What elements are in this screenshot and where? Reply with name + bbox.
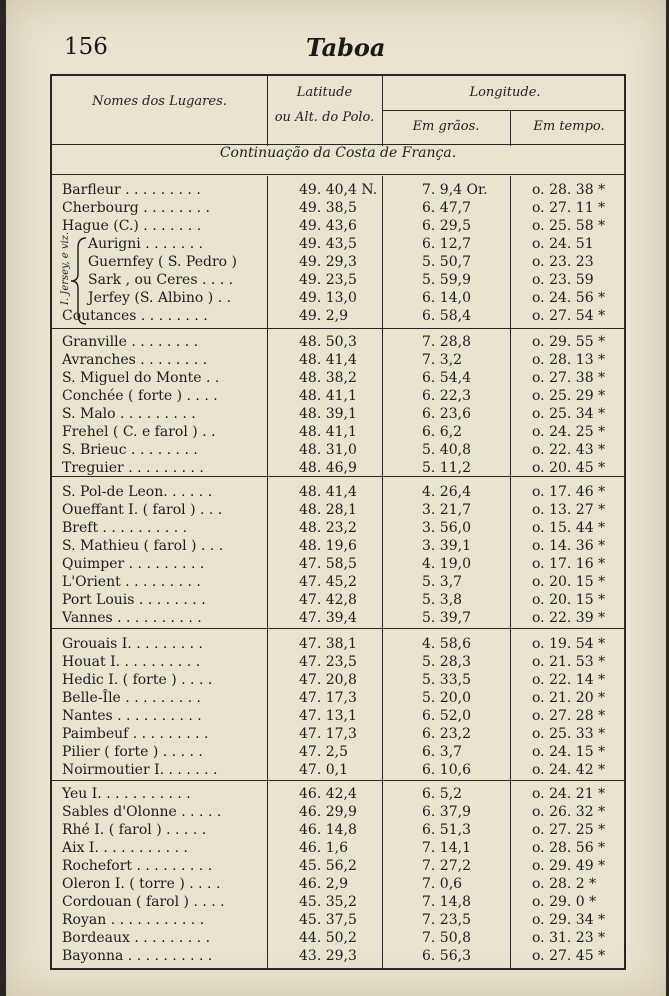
table-row [52,502,624,520]
table-row [52,726,624,744]
table-row [52,484,624,502]
table-row [52,218,624,236]
longitude-degrees: 3. 21,7 [422,502,471,518]
latitude-value: 48. 41,1 [299,424,357,440]
longitude-time: o. 17. 16 * [532,556,606,572]
place-name: Rhé I. ( farol ) . . . . . [62,822,207,838]
longitude-time: o. 27. 54 * [532,308,606,324]
latitude-value: 48. 50,3 [299,334,357,350]
section-bottom-line [52,174,624,175]
running-title: Taboa [306,33,386,62]
longitude-degrees: 7. 50,8 [422,930,471,946]
table-row [52,592,624,610]
place-name: S. Malo . . . . . . . . . [62,406,196,422]
table-row [52,538,624,556]
place-name: Breft . . . . . . . . . . [62,520,188,536]
place-name: Bayonna . . . . . . . . . . [62,948,213,964]
table-row [52,786,624,804]
latitude-value: 46. 14,8 [299,822,357,838]
latitude-value: 47. 23,5 [299,654,357,670]
longitude-degrees: 7. 14,8 [422,894,471,910]
place-name: Port Louis . . . . . . . . [62,592,206,608]
place-name: Aurigni . . . . . . . [88,236,204,252]
longitude-time: o. 25. 29 * [532,388,606,404]
place-name: Pilier ( forte ) . . . . . [62,744,203,760]
table-row [52,690,624,708]
table-row [52,424,624,442]
longitude-time: o. 20. 15 * [532,574,606,590]
longitude-time: o. 24. 15 * [532,744,606,760]
place-name: Paimbeuf . . . . . . . . . [62,726,209,742]
longitude-time: o. 24. 25 * [532,424,606,440]
table-row [52,182,624,200]
longitude-time: o. 28. 2 * [532,876,597,892]
latitude-value: 47. 20,8 [299,672,357,688]
latitude-value: 47. 58,5 [299,556,357,572]
longitude-time: o. 31. 23 * [532,930,606,946]
latitude-value: 43. 29,3 [299,948,357,964]
place-name: Grouais I. . . . . . . . . [62,636,203,652]
longitude-degrees: 4. 58,6 [422,636,471,652]
table-row [52,744,624,762]
latitude-value: 49. 38,5 [299,200,357,216]
place-name: Avranches . . . . . . . . [62,352,208,368]
book-page [6,0,666,996]
latitude-value: 48. 28,1 [299,502,357,518]
table-row [52,254,624,272]
longitude-degrees: 7. 23,5 [422,912,471,928]
header-em-graos: Em grãos. [412,119,480,134]
table-row [52,460,624,478]
header-em-tempo: Em tempo. [533,119,605,134]
page-number: 156 [64,34,108,60]
longitude-time: o. 20. 15 * [532,592,606,608]
latitude-value: 45. 35,2 [299,894,357,910]
table-row [52,334,624,352]
latitude-value: 48. 39,1 [299,406,357,422]
latitude-value: 46. 29,9 [299,804,357,820]
table-row [52,948,624,966]
table-row [52,556,624,574]
place-name: L'Orient . . . . . . . . . [62,574,201,590]
coordinates-table [50,74,626,970]
longitude-degrees: 4. 19,0 [422,556,471,572]
group-separator-1 [52,328,624,329]
table-row [52,804,624,822]
longitude-degrees: 6. 54,4 [422,370,471,386]
longitude-degrees: 6. 58,4 [422,308,471,324]
longitude-degrees: 6. 51,3 [422,822,471,838]
table-row [52,840,624,858]
place-name: Vannes . . . . . . . . . . [62,610,202,626]
place-name: Sark , ou Ceres . . . . [88,272,234,288]
longitude-degrees: 6. 47,7 [422,200,471,216]
longitude-time: o. 28. 13 * [532,352,606,368]
table-row [52,442,624,460]
longitude-subheader-line [382,110,624,111]
place-name: Hague (C.) . . . . . . . [62,218,202,234]
longitude-degrees: 7. 0,6 [422,876,463,892]
longitude-degrees: 5. 59,9 [422,272,471,288]
latitude-value: 48. 41,4 [299,484,357,500]
table-row [52,352,624,370]
longitude-time: o. 17. 46 * [532,484,606,500]
latitude-value: 47. 0,1 [299,762,348,778]
header-latitude-2: ou Alt. do Polo. [274,110,375,125]
longitude-time: o. 24. 51 [532,236,594,252]
table-row [52,308,624,326]
latitude-value: 47. 38,1 [299,636,357,652]
longitude-time: o. 23. 23 [532,254,594,270]
table-row [52,930,624,948]
longitude-time: o. 27. 38 * [532,370,606,386]
table-row [52,388,624,406]
table-row [52,574,624,592]
place-name: Aix I. . . . . . . . . . . [62,840,188,856]
latitude-value: 48. 23,2 [299,520,357,536]
latitude-value: 49. 23,5 [299,272,357,288]
place-name: Royan . . . . . . . . . . . [62,912,205,928]
latitude-value: 46. 1,6 [299,840,348,856]
longitude-degrees: 5. 33,5 [422,672,471,688]
table-row [52,654,624,672]
group-separator-3 [52,628,624,629]
longitude-time: o. 29. 55 * [532,334,606,350]
place-name: Coutances . . . . . . . . [62,308,208,324]
latitude-value: 49. 13,0 [299,290,357,306]
place-name: Belle-Île . . . . . . . . . [62,690,201,706]
table-row [52,894,624,912]
place-name: Treguier . . . . . . . . . [62,460,204,476]
place-name: Conchée ( forte ) . . . . [62,388,218,404]
longitude-time: o. 21. 53 * [532,654,606,670]
longitude-degrees: 3. 39,1 [422,538,471,554]
longitude-time: o. 19. 54 * [532,636,606,652]
latitude-value: 49. 40,4 N. [299,182,378,198]
longitude-time: o. 15. 44 * [532,520,606,536]
longitude-degrees: 7. 27,2 [422,858,471,874]
latitude-value: 47. 17,3 [299,690,357,706]
longitude-degrees: 5. 3,7 [422,574,463,590]
longitude-degrees: 6. 5,2 [422,786,463,802]
table-row [52,912,624,930]
longitude-time: o. 27. 45 * [532,948,606,964]
longitude-degrees: 4. 26,4 [422,484,471,500]
latitude-value: 49. 43,6 [299,218,357,234]
longitude-time: o. 21. 20 * [532,690,606,706]
place-name: Yeu I. . . . . . . . . . . [62,786,191,802]
longitude-degrees: 6. 14,0 [422,290,471,306]
longitude-degrees: 6. 23,2 [422,726,471,742]
longitude-time: o. 22. 39 * [532,610,606,626]
longitude-time: o. 22. 43 * [532,442,606,458]
longitude-degrees: 6. 29,5 [422,218,471,234]
longitude-time: o. 29. 0 * [532,894,597,910]
table-row [52,290,624,308]
longitude-degrees: 5. 3,8 [422,592,463,608]
latitude-value: 48. 31,0 [299,442,357,458]
longitude-degrees: 7. 14,1 [422,840,471,856]
place-name: Guernfey ( S. Pedro ) [88,254,237,270]
longitude-time: o. 25. 58 * [532,218,606,234]
place-name: Barfleur . . . . . . . . . [62,182,201,198]
longitude-degrees: 6. 6,2 [422,424,463,440]
table-row [52,272,624,290]
place-name: Quimper . . . . . . . . . [62,556,205,572]
longitude-degrees: 7. 3,2 [422,352,463,368]
place-name: Frehel ( C. e farol ) . . [62,424,216,440]
latitude-value: 46. 2,9 [299,876,348,892]
latitude-value: 47. 42,8 [299,592,357,608]
place-name: Sables d'Olonne . . . . . [62,804,222,820]
longitude-degrees: 6. 22,3 [422,388,471,404]
longitude-degrees: 5. 11,2 [422,460,471,476]
longitude-time: o. 29. 34 * [532,912,606,928]
group-separator-4 [52,780,624,781]
longitude-degrees: 6. 56,3 [422,948,471,964]
table-row [52,858,624,876]
place-name: S. Miguel do Monte . . [62,370,220,386]
latitude-value: 45. 56,2 [299,858,357,874]
table-row [52,762,624,780]
longitude-degrees: 6. 37,9 [422,804,471,820]
table-row [52,636,624,654]
latitude-value: 47. 17,3 [299,726,357,742]
latitude-value: 47. 45,2 [299,574,357,590]
longitude-time: o. 29. 49 * [532,858,606,874]
longitude-time: o. 26. 32 * [532,804,606,820]
longitude-degrees: 5. 28,3 [422,654,471,670]
longitude-time: o. 22. 14 * [532,672,606,688]
place-name: Bordeaux . . . . . . . . . [62,930,211,946]
longitude-time: o. 24. 56 * [532,290,606,306]
section-title: Continuação da Costa de França. [219,145,457,161]
longitude-degrees: 6. 12,7 [422,236,471,252]
jersey-group-label: I. Jersey, e viz. [60,231,71,305]
longitude-degrees: 6. 3,7 [422,744,463,760]
longitude-time: o. 27. 25 * [532,822,606,838]
longitude-time: o. 25. 34 * [532,406,606,422]
latitude-value: 48. 46,9 [299,460,357,476]
table-row [52,520,624,538]
longitude-degrees: 6. 23,6 [422,406,471,422]
longitude-degrees: 3. 56,0 [422,520,471,536]
latitude-value: 47. 39,4 [299,610,357,626]
latitude-value: 49. 43,5 [299,236,357,252]
longitude-degrees: 7. 28,8 [422,334,471,350]
longitude-time: o. 13. 27 * [532,502,606,518]
longitude-time: o. 23. 59 [532,272,594,288]
longitude-time: o. 14. 36 * [532,538,606,554]
table-row [52,406,624,424]
header-names: Nomes dos Lugares. [92,94,227,109]
latitude-value: 45. 37,5 [299,912,357,928]
place-name: S. Brieuc . . . . . . . . [62,442,198,458]
latitude-value: 48. 41,1 [299,388,357,404]
longitude-degrees: 6. 10,6 [422,762,471,778]
longitude-time: o. 28. 56 * [532,840,606,856]
longitude-time: o. 25. 33 * [532,726,606,742]
latitude-value: 46. 42,4 [299,786,357,802]
latitude-value: 47. 13,1 [299,708,357,724]
table-row [52,708,624,726]
longitude-time: o. 27. 28 * [532,708,606,724]
longitude-degrees: 5. 50,7 [422,254,471,270]
place-name: Noirmoutier I. . . . . . . [62,762,218,778]
latitude-value: 49. 29,3 [299,254,357,270]
header-longitude: Longitude. [469,85,541,100]
place-name: Nantes . . . . . . . . . . [62,708,202,724]
table-row [52,672,624,690]
place-name: Cherbourg . . . . . . . . [62,200,210,216]
longitude-time: o. 27. 11 * [532,200,606,216]
table-row [52,610,624,628]
longitude-time: o. 28. 38 * [532,182,606,198]
place-name: Hedic I. ( forte ) . . . . [62,672,213,688]
latitude-value: 48. 38,2 [299,370,357,386]
latitude-value: 47. 2,5 [299,744,348,760]
longitude-degrees: 6. 52,0 [422,708,471,724]
table-row [52,370,624,388]
place-name: Jerfey (S. Albino ) . . [88,290,232,306]
longitude-degrees: 5. 39,7 [422,610,471,626]
latitude-value: 48. 19,6 [299,538,357,554]
table-row [52,200,624,218]
longitude-time: o. 20. 45 * [532,460,606,476]
place-name: Oueffant I. ( farol ) . . . [62,502,223,518]
place-name: S. Pol-de Leon. . . . . . [62,484,213,500]
latitude-value: 44. 50,2 [299,930,357,946]
longitude-time: o. 24. 42 * [532,762,606,778]
table-row [52,822,624,840]
table-row [52,236,624,254]
place-name: Oleron I. ( torre ) . . . . [62,876,221,892]
latitude-value: 48. 41,4 [299,352,357,368]
longitude-degrees: 5. 40,8 [422,442,471,458]
place-name: Granville . . . . . . . . [62,334,199,350]
header-latitude-1: Latitude [296,85,353,100]
place-name: Houat I. . . . . . . . . . [62,654,201,670]
longitude-degrees: 7. 9,4 Or. [422,182,488,198]
table-row [52,876,624,894]
longitude-time: o. 24. 21 * [532,786,606,802]
place-name: S. Mathieu ( farol ) . . . [62,538,224,554]
longitude-degrees: 5. 20,0 [422,690,471,706]
place-name: Rochefort . . . . . . . . . [62,858,213,874]
latitude-value: 49. 2,9 [299,308,348,324]
place-name: Cordouan ( farol ) . . . . [62,894,225,910]
